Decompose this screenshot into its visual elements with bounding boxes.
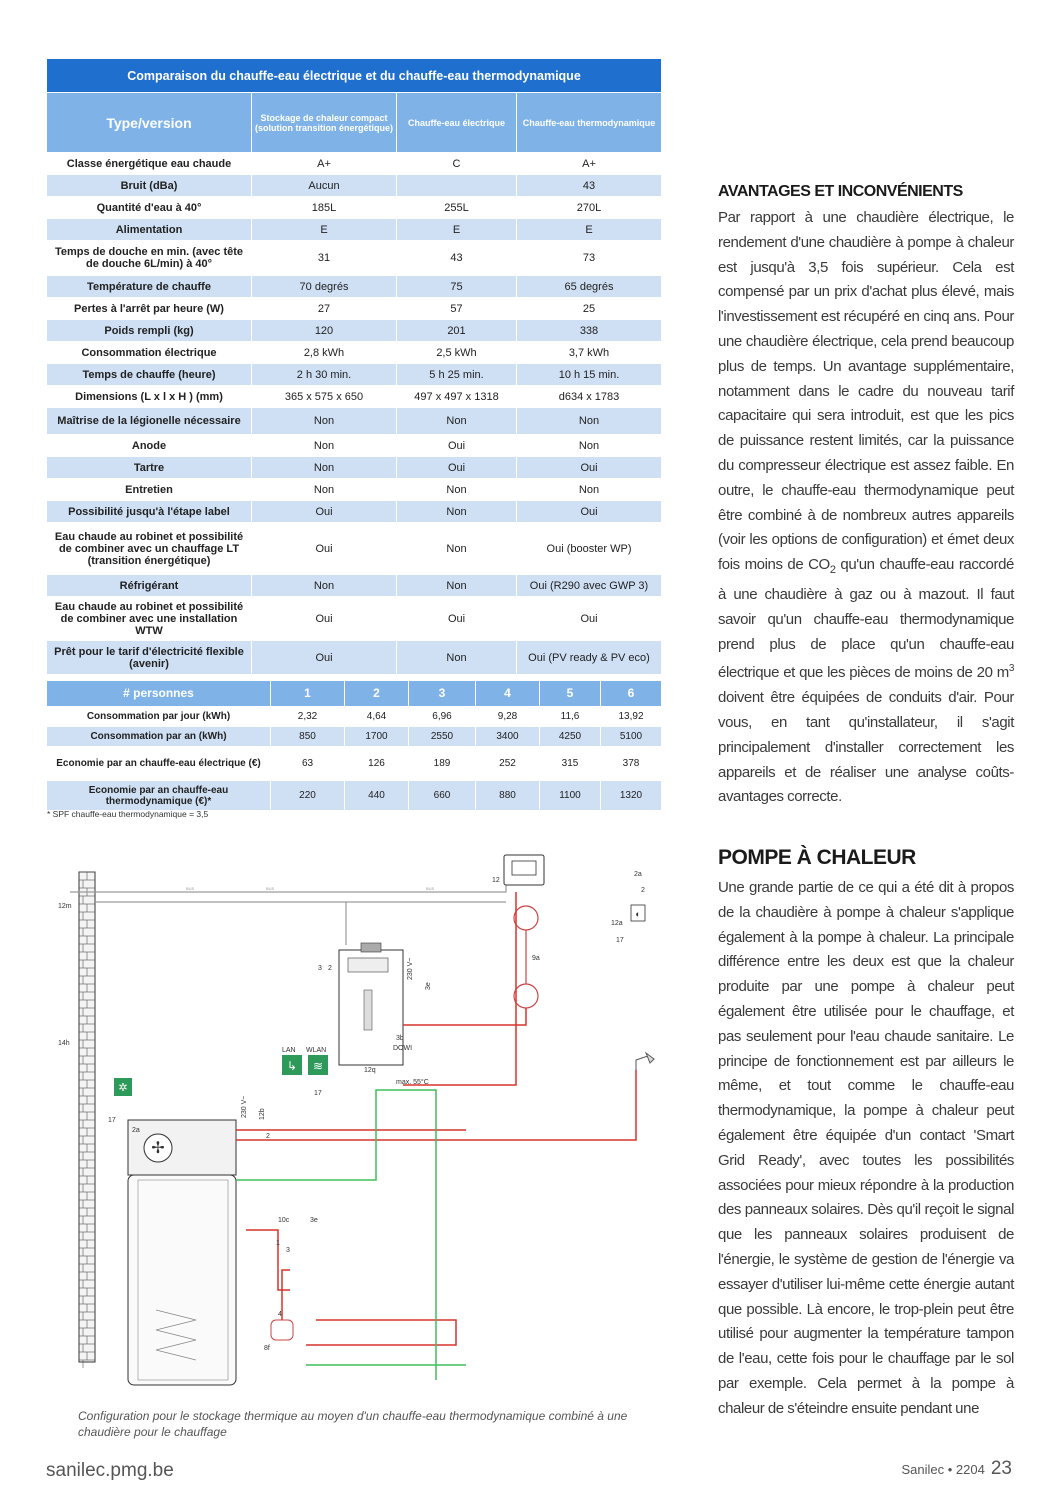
diagram-caption: Configuration pour le stockage thermique au moyen d'un chauffe-eau thermodynamique combiné à une chaudière pour le chauffage <box>78 1409 628 1439</box>
comparison-cell: 120 <box>252 320 397 342</box>
comparison-cell: Non <box>397 523 517 575</box>
comparison-header-cell: Stockage de chaleur compact (solution transition énergétique) <box>252 93 397 153</box>
persons-cell: 252 <box>476 747 540 781</box>
comparison-row <box>47 197 662 219</box>
label-17-mid: 17 <box>314 1090 322 1097</box>
comparison-row-label: Pertes à l'arrêt par heure (W) <box>47 298 252 320</box>
comparison-row-label: Consommation électrique <box>47 342 252 364</box>
m3-superscript: 3 <box>1008 663 1014 675</box>
comparison-cell: 73 <box>517 241 662 276</box>
comparison-cell: Non <box>252 408 397 435</box>
comparison-cell: Oui <box>517 457 662 479</box>
comparison-row <box>47 241 662 276</box>
comparison-cell: Oui (R290 avec GWP 3) <box>517 575 662 597</box>
comparison-cell: 2,5 kWh <box>397 342 517 364</box>
persons-cell: 189 <box>409 747 476 781</box>
comparison-row <box>47 523 662 575</box>
label-230v-left: 230 V~ <box>241 1095 248 1118</box>
persons-cell: 2550 <box>409 727 476 747</box>
comparison-row-label: Température de chauffe <box>47 276 252 298</box>
comparison-header-cell: Type/version <box>47 93 252 153</box>
persons-cell: 220 <box>271 781 345 811</box>
page-number: 23 <box>990 1458 1012 1479</box>
persons-table-header <box>47 681 662 707</box>
comparison-cell: 497 x 497 x 1318 <box>397 386 517 408</box>
label-17-right: 17 <box>616 937 624 944</box>
text-part: Par rapport à une chaudière électrique, le rendement d'une chaudière à pompe à chaleur est jusqu'à 3,5 fois supérieur. Cela est compensé par un prix d'achat plus élevé, mais l'investissement est récupéré en cinq ans. Pour une chaudière électrique, cela prend beaucoup plus de temps. Un avantage supplémentaire, notamment dans le cadre du nouveau tarif capacitaire qui sera introduit, est que les pics de puissance restent limités, car la puissance du compresseur électrique est assez faible. En outre, le chauffe-eau thermodynamique peut être combiné à de nombreux autres appareils (voir les options de configuration) et émet deux fois moins de CO <box>718 209 1014 574</box>
label-17-left: 17 <box>108 1117 116 1124</box>
comparison-cell: 2,8 kWh <box>252 342 397 364</box>
label-9a: 9a <box>532 955 540 962</box>
svg-text:✢: ✢ <box>151 1140 165 1157</box>
comparison-cell <box>397 175 517 197</box>
comparison-cell: Oui (booster WP) <box>517 523 662 575</box>
comparison-row <box>47 457 662 479</box>
bus-label: BUS <box>266 886 275 891</box>
comparison-row-label: Temps de chauffe (heure) <box>47 364 252 386</box>
footer-issue <box>902 1458 1012 1480</box>
persons-header-cell: 2 <box>345 681 409 707</box>
comparison-cell: 3,7 kWh <box>517 342 662 364</box>
comparison-cell: 43 <box>397 241 517 276</box>
comparison-cell: Oui <box>397 597 517 641</box>
comparison-row-label: Eau chaude au robinet et possibilité de combiner avec un chauffage LT (transition énergétique) <box>47 523 252 575</box>
label-2a-tank: 2a <box>132 1127 140 1134</box>
persons-cell: 63 <box>271 747 345 781</box>
comparison-row-label: Maîtrise de la légionelle nécessaire <box>47 408 252 435</box>
comparison-cell: Oui <box>517 597 662 641</box>
label-2-left: 2 <box>266 1133 270 1140</box>
comparison-cell: 255L <box>397 197 517 219</box>
text-part: qu'un chauffe-eau raccordé à une chaudière à gaz ou à mazout. Il faut savoir qu'un chauffe-eau thermodynamique prend plus de place qu'un chauffe-eau électrique et que les pièces de moins de 20 m <box>718 556 1014 682</box>
installation-diagram <box>46 850 676 1395</box>
persons-cell: 378 <box>601 747 662 781</box>
persons-cell: 126 <box>345 747 409 781</box>
comparison-cell: d634 x 1783 <box>517 386 662 408</box>
persons-row <box>47 707 662 727</box>
comparison-row <box>47 479 662 501</box>
section-heading-advantages: AVANTAGES ET INCONVÉNIENTS <box>718 183 963 200</box>
comparison-cell: 25 <box>517 298 662 320</box>
comparison-cell: C <box>397 153 517 175</box>
label-12: 12 <box>492 877 500 884</box>
comparison-cell: Non <box>397 408 517 435</box>
lan-wlan-icons <box>282 1055 328 1075</box>
comparison-row <box>47 597 662 641</box>
label-3-low: 3 <box>286 1247 290 1254</box>
persons-row-label: Economie par an chauffe-eau électrique (€) <box>47 747 271 781</box>
persons-cell: 1100 <box>540 781 601 811</box>
comparison-cell: Non <box>517 479 662 501</box>
label-3b: 3b <box>396 1035 404 1042</box>
label-1: 1 <box>276 1240 280 1247</box>
persons-header-cell: # personnes <box>47 681 271 707</box>
persons-cell: 1320 <box>601 781 662 811</box>
label-lan: LAN <box>282 1047 296 1054</box>
comparison-cell: Oui <box>252 523 397 575</box>
label-3-mid: 3 <box>318 965 322 972</box>
persons-table-body <box>47 707 662 811</box>
comparison-row <box>47 153 662 175</box>
comparison-cell: A+ <box>252 153 397 175</box>
label-wlan: WLAN <box>306 1047 327 1054</box>
comparison-cell: 31 <box>252 241 397 276</box>
bus-label: BUS <box>186 886 195 891</box>
shower-head-icon <box>636 1053 654 1070</box>
comparison-table <box>46 58 662 675</box>
persons-header-cell: 3 <box>409 681 476 707</box>
persons-row <box>47 781 662 811</box>
label-4: 4 <box>278 1311 282 1318</box>
persons-row-label: Consommation par jour (kWh) <box>47 707 271 727</box>
label-14h: 14h <box>58 1040 70 1047</box>
comparison-row-label: Dimensions (L x l x H ) (mm) <box>47 386 252 408</box>
comparison-row <box>47 175 662 197</box>
persons-cell: 6,96 <box>409 707 476 727</box>
label-2-mid: 2 <box>328 965 332 972</box>
comparison-table-body <box>47 153 662 675</box>
persons-cell: 850 <box>271 727 345 747</box>
co2-subscript: 2 <box>829 564 836 577</box>
label-10c: 10c <box>278 1217 290 1224</box>
comparison-row-label: Classe énergétique eau chaude <box>47 153 252 175</box>
room-controller <box>504 855 544 885</box>
comparison-cell: 43 <box>517 175 662 197</box>
comparison-cell: 75 <box>397 276 517 298</box>
svg-text:✲: ✲ <box>118 1082 128 1094</box>
comparison-row <box>47 641 662 675</box>
comparison-cell: Oui <box>252 641 397 675</box>
label-12q: 12q <box>364 1067 376 1074</box>
comparison-cell: Non <box>252 575 397 597</box>
comparison-cell: A+ <box>517 153 662 175</box>
comparison-row-label: Entretien <box>47 479 252 501</box>
comparison-row <box>47 501 662 523</box>
comparison-cell: E <box>517 219 662 241</box>
lan-icon-glyph: ↳ <box>286 1059 298 1073</box>
svg-text:◐: ◐ <box>635 909 641 919</box>
label-dowi: DOWI <box>393 1045 413 1052</box>
comparison-row <box>47 575 662 597</box>
persons-header-cell: 4 <box>476 681 540 707</box>
comparison-cell: 185L <box>252 197 397 219</box>
comparison-cell: Non <box>252 435 397 457</box>
comparison-cell: Oui <box>252 597 397 641</box>
footer-website: sanilec.pmg.be <box>46 1460 174 1481</box>
comparison-cell: 10 h 15 min. <box>517 364 662 386</box>
comparison-row <box>47 276 662 298</box>
label-8f: 8f <box>264 1345 270 1352</box>
comparison-cell: E <box>252 219 397 241</box>
bus-label: BUS <box>426 886 435 891</box>
comparison-cell: Non <box>397 575 517 597</box>
comparison-cell: E <box>397 219 517 241</box>
persons-cell: 13,92 <box>601 707 662 727</box>
comparison-cell: 270L <box>517 197 662 219</box>
comparison-cell: 338 <box>517 320 662 342</box>
comparison-header-cell: Chauffe-eau électrique <box>397 93 517 153</box>
label-230v-mid: 230 V~ <box>407 957 414 980</box>
comparison-cell: Non <box>397 479 517 501</box>
persons-table <box>46 680 662 811</box>
comparison-row-label: Eau chaude au robinet et possibilité de combiner avec une installation WTW <box>47 597 252 641</box>
label-2a-top: 2a <box>634 871 642 878</box>
persons-cell: 660 <box>409 781 476 811</box>
label-12b: 12b <box>259 1108 266 1120</box>
persons-cell: 4250 <box>540 727 601 747</box>
comparison-cell: 5 h 25 min. <box>397 364 517 386</box>
persons-header-cell: 1 <box>271 681 345 707</box>
brick-wall <box>79 872 95 1368</box>
comparison-cell: Oui <box>397 457 517 479</box>
comparison-cell: Aucun <box>252 175 397 197</box>
comparison-row <box>47 342 662 364</box>
wlan-icon-glyph: ≋ <box>312 1059 324 1073</box>
persons-cell: 2,32 <box>271 707 345 727</box>
comparison-cell: Non <box>252 457 397 479</box>
persons-table-footnote: * SPF chauffe-eau thermodynamique = 3,5 <box>47 809 209 819</box>
persons-header-cell: 5 <box>540 681 601 707</box>
comparison-row <box>47 298 662 320</box>
comparison-cell: Oui <box>397 435 517 457</box>
comparison-cell: Oui (PV ready & PV eco) <box>517 641 662 675</box>
comparison-row <box>47 435 662 457</box>
persons-cell: 880 <box>476 781 540 811</box>
persons-cell: 440 <box>345 781 409 811</box>
comparison-table-header <box>47 93 662 153</box>
comparison-cell: Non <box>252 479 397 501</box>
comparison-cell: 27 <box>252 298 397 320</box>
comparison-row-label: Réfrigérant <box>47 575 252 597</box>
label-3e-low: 3e <box>310 1217 318 1224</box>
comparison-cell: 65 degrés <box>517 276 662 298</box>
comparison-cell: 70 degrés <box>252 276 397 298</box>
persons-header-cell: 6 <box>601 681 662 707</box>
comparison-cell: 2 h 30 min. <box>252 364 397 386</box>
comparison-header-cell: Chauffe-eau thermodynamique <box>517 93 662 153</box>
expansion-vessel <box>271 1320 293 1340</box>
persons-cell: 4,64 <box>345 707 409 727</box>
comparison-row-label: Tartre <box>47 457 252 479</box>
comparison-cell: Non <box>397 641 517 675</box>
cold-water-pipes <box>236 1090 466 1380</box>
label-3e-mid: 3e <box>425 982 432 990</box>
persons-cell: 3400 <box>476 727 540 747</box>
comparison-cell: Oui <box>517 501 662 523</box>
footer-issue-text: Sanilec • 2204 <box>901 1462 985 1477</box>
comparison-row <box>47 320 662 342</box>
comparison-row <box>47 408 662 435</box>
comparison-table-title: Comparaison du chauffe-eau électrique et du chauffe-eau thermodynamique <box>47 59 662 93</box>
comparison-row-label: Anode <box>47 435 252 457</box>
comparison-row <box>47 364 662 386</box>
comparison-cell: 57 <box>397 298 517 320</box>
label-12a: 12a <box>611 920 623 927</box>
bus-lines <box>70 878 506 945</box>
text-part: doivent être équipées de conduits d'air. Pour vous, en tant qu'installateur, il s'agit principalement d'installer correctement les appareils et de réaliser une analyse coûts-avantages correcte. <box>718 689 1014 806</box>
comparison-row-label: Temps de douche en min. (avec tête de douche 6L/min) à 40° <box>47 241 252 276</box>
comparison-row-label: Prêt pour le tarif d'électricité flexible (avenir) <box>47 641 252 675</box>
comparison-cell: Non <box>517 408 662 435</box>
label-12m: 12m <box>58 903 72 910</box>
persons-cell: 5100 <box>601 727 662 747</box>
persons-cell: 1700 <box>345 727 409 747</box>
label-2-top: 2 <box>641 887 645 894</box>
comparison-cell: 365 x 575 x 650 <box>252 386 397 408</box>
comparison-row-label: Possibilité jusqu'à l'étape label <box>47 501 252 523</box>
persons-row-label: Economie par an chauffe-eau thermodynamique (€)* <box>47 781 271 811</box>
persons-cell: 11,6 <box>540 707 601 727</box>
section-text-heat-pump: Une grande partie de ce qui a été dit à propos de la chaudière à pompe à chaleur s'applique également à la pompe à chaleur. La principale différence entre les deux est que la chaleur produite par une pompe à chaleur peut également être utilisée pour le chauffage, et pas seulement pour l'eau chaude sanitaire. Le principe de fonctionnement est par ailleurs le même, et tout comme le chauffe-eau thermodynamique, la pompe à chaleur peut également être équipée d'un contact 'Smart Grid Ready', avec toutes les possibilités associées pour mieux répondre à la production des panneaux solaires. Dès qu'il reçoit le signal que les panneaux solaires produisent de l'énergie, le système de gestion de l'énergie va essayer d'utiliser lui-même cette énergie autant que possible. Là encore, le trop-plein peut être utilisé pour augmenter la température tampon de l'eau, cette fois pour le chauffage par le sol par exemple. Cela permet à la pompe à chaleur de s'éteindre ensuite pendant une <box>718 879 1014 1417</box>
heat-pump-water-heater <box>128 1120 236 1385</box>
comparison-cell: Non <box>517 435 662 457</box>
comparison-row <box>47 386 662 408</box>
comparison-row-label: Bruit (dBa) <box>47 175 252 197</box>
thermostat-icon <box>631 905 645 921</box>
persons-cell: 9,28 <box>476 707 540 727</box>
persons-row <box>47 727 662 747</box>
comparison-cell: Oui <box>252 501 397 523</box>
comparison-row-label: Poids rempli (kg) <box>47 320 252 342</box>
section-heading-heat-pump: POMPE À CHALEUR <box>718 846 916 869</box>
persons-cell: 315 <box>540 747 601 781</box>
label-max-temp: max. 55°C <box>396 1079 429 1086</box>
persons-row-label: Consommation par an (kWh) <box>47 727 271 747</box>
comparison-row <box>47 219 662 241</box>
comparison-cell: 201 <box>397 320 517 342</box>
section-text-advantages <box>718 206 1014 810</box>
fan-icon-box <box>114 1078 132 1096</box>
comparison-row-label: Alimentation <box>47 219 252 241</box>
comparison-cell: Non <box>397 501 517 523</box>
persons-row <box>47 747 662 781</box>
comparison-row-label: Quantité d'eau à 40° <box>47 197 252 219</box>
